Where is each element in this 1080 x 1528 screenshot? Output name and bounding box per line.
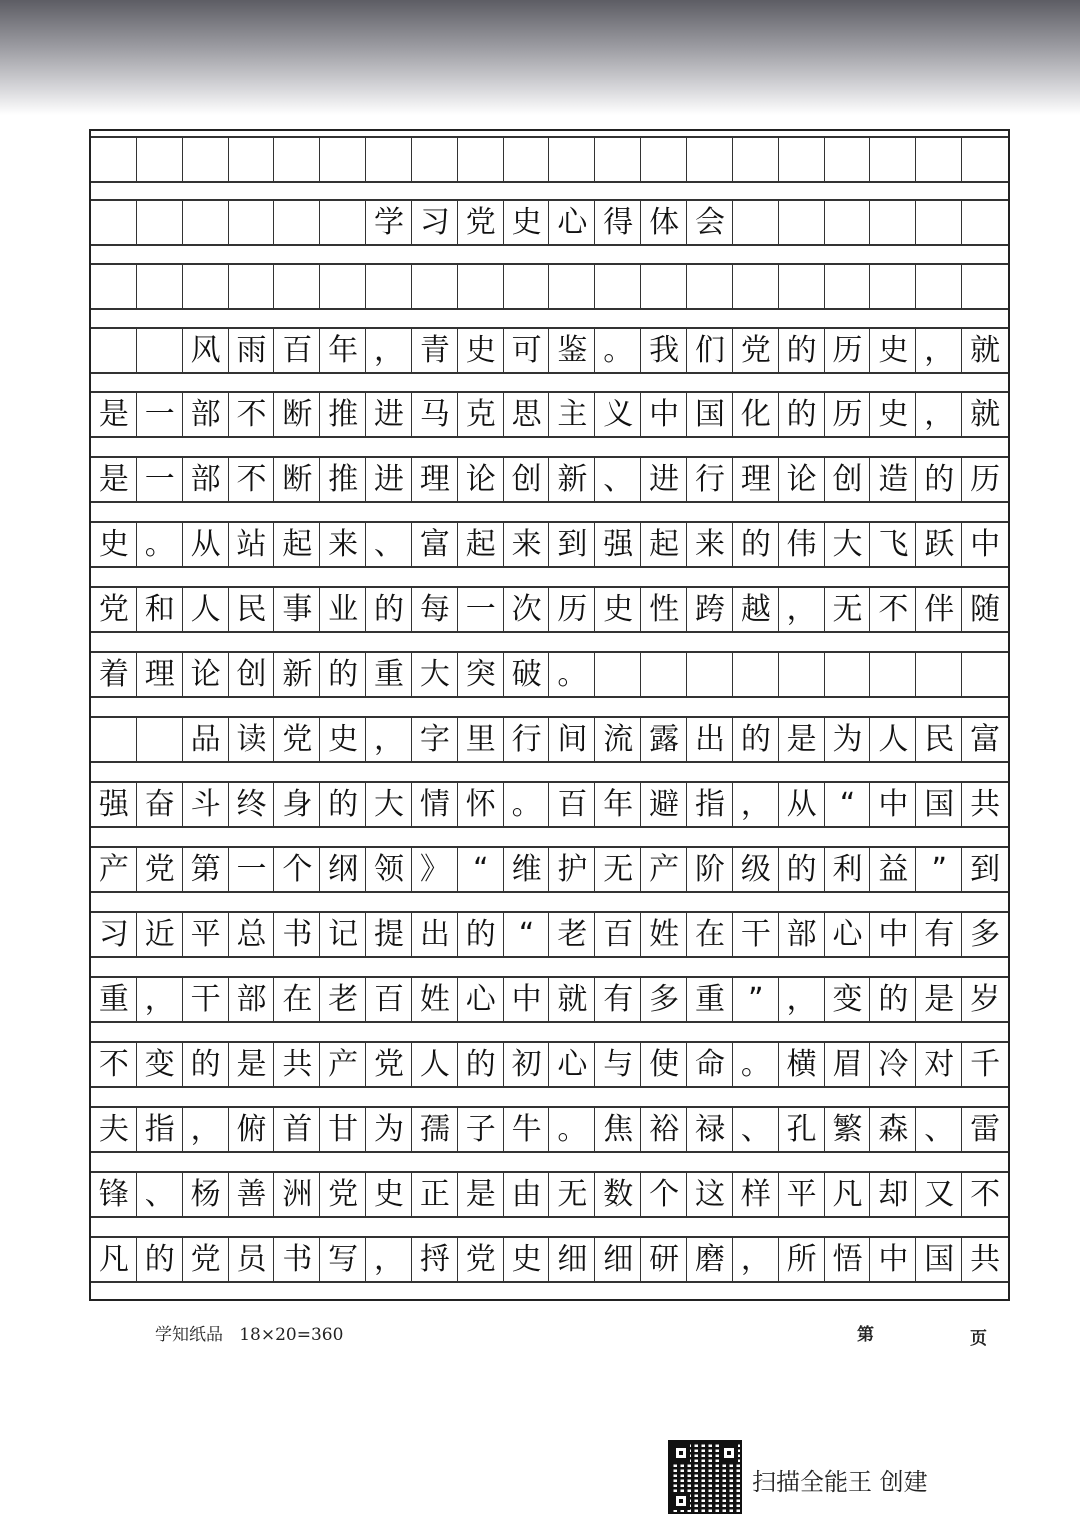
essay-line-text: 着 理 论 创 新 的 重 大 突 破 。 (98, 656, 588, 692)
essay-line-row (91, 263, 1008, 310)
essay-line-row (91, 781, 1008, 828)
essay-line-row (91, 1171, 1008, 1218)
essay-line-row (91, 976, 1008, 1023)
essay-line-text: 重 ， 干 部 在 老 百 姓 心 中 就 有 多 重 ” ， 变 的 是 岁 (98, 981, 1001, 1017)
essay-line-text (91, 265, 1008, 308)
essay-line-text (91, 138, 1008, 181)
essay-line-row (91, 651, 1008, 698)
essay-line-text: 品 读 党 史 ， 字 里 行 间 流 露 出 的 是 为 人 民 富 (190, 721, 1001, 757)
essay-line-text: 是 一 部 不 断 推 进 理 论 创 新 、 进 行 理 论 创 造 的 历 (98, 461, 1001, 497)
paper-brand: 学知纸品 (155, 1325, 223, 1345)
essay-line-text: 凡 的 党 员 书 写 ， 捋 党 史 细 细 研 磨 ， 所 悟 中 国 共 (98, 1241, 1001, 1277)
essay-line-row (91, 586, 1008, 633)
essay-line-text: 产 党 第 一 个 纲 领 》 “ 维 护 无 产 阶 级 的 利 益 ” 到 (98, 851, 1001, 887)
essay-line-row (91, 1236, 1008, 1283)
page-label-prefix: 第 (857, 1325, 874, 1345)
essay-line-text: 强 奋 斗 终 身 的 大 情 怀 。 百 年 避 指 ， 从 “ 中 国 共 (98, 786, 1001, 822)
scan-top-shadow (0, 0, 1080, 115)
essay-line-row (91, 846, 1008, 893)
essay-line-row (91, 1041, 1008, 1088)
essay-line-row (91, 521, 1008, 568)
essay-line-text: 不 变 的 是 共 产 党 人 的 初 心 与 使 命 。 横 眉 冷 对 千 (98, 1046, 1001, 1082)
essay-line-row (91, 327, 1008, 374)
essay-line-row (91, 911, 1008, 958)
essay-line-row (91, 456, 1008, 503)
essay-line-row (91, 391, 1008, 438)
essay-line-text: 风 雨 百 年 ， 青 史 可 鉴 。 我 们 党 的 历 史 ， 就 (190, 332, 1001, 368)
scanner-watermark: 扫描全能王 创建 (752, 1468, 928, 1496)
essay-line-row (91, 716, 1008, 763)
essay-title: 学 习 党 史 心 得 体 会 (374, 204, 725, 240)
essay-line-text: 史 。 从 站 起 来 、 富 起 来 到 强 起 来 的 伟 大 飞 跃 中 (98, 526, 1001, 562)
essay-line-text: 锋 、 杨 善 洲 党 史 正 是 由 无 数 个 这 样 平 凡 却 又 不 (98, 1176, 1001, 1212)
essay-title-row (91, 199, 1008, 246)
essay-line-row (91, 136, 1008, 183)
paper-spec: 18×20=360 (239, 1325, 344, 1345)
essay-line-text: 是 一 部 不 断 推 进 马 克 思 主 义 中 国 化 的 历 史 ， 就 (98, 396, 1001, 432)
essay-line-text: 习 近 平 总 书 记 提 出 的 “ 老 百 姓 在 干 部 心 中 有 多 (98, 916, 1001, 952)
essay-line-row (91, 1106, 1008, 1153)
essay-line-text: 党 和 人 民 事 业 的 每 一 次 历 史 性 跨 越 ， 无 不 伴 随 (98, 591, 1001, 627)
essay-line-text: 夫 指 ， 俯 首 甘 为 孺 子 牛 。 焦 裕 禄 、 孔 繁 森 、 雷 (98, 1111, 1001, 1147)
manuscript-paper (89, 129, 1010, 1301)
paper-brand-footer (155, 1320, 343, 1345)
page-label-suffix: 页 (970, 1329, 987, 1349)
qr-code-icon (668, 1440, 742, 1514)
